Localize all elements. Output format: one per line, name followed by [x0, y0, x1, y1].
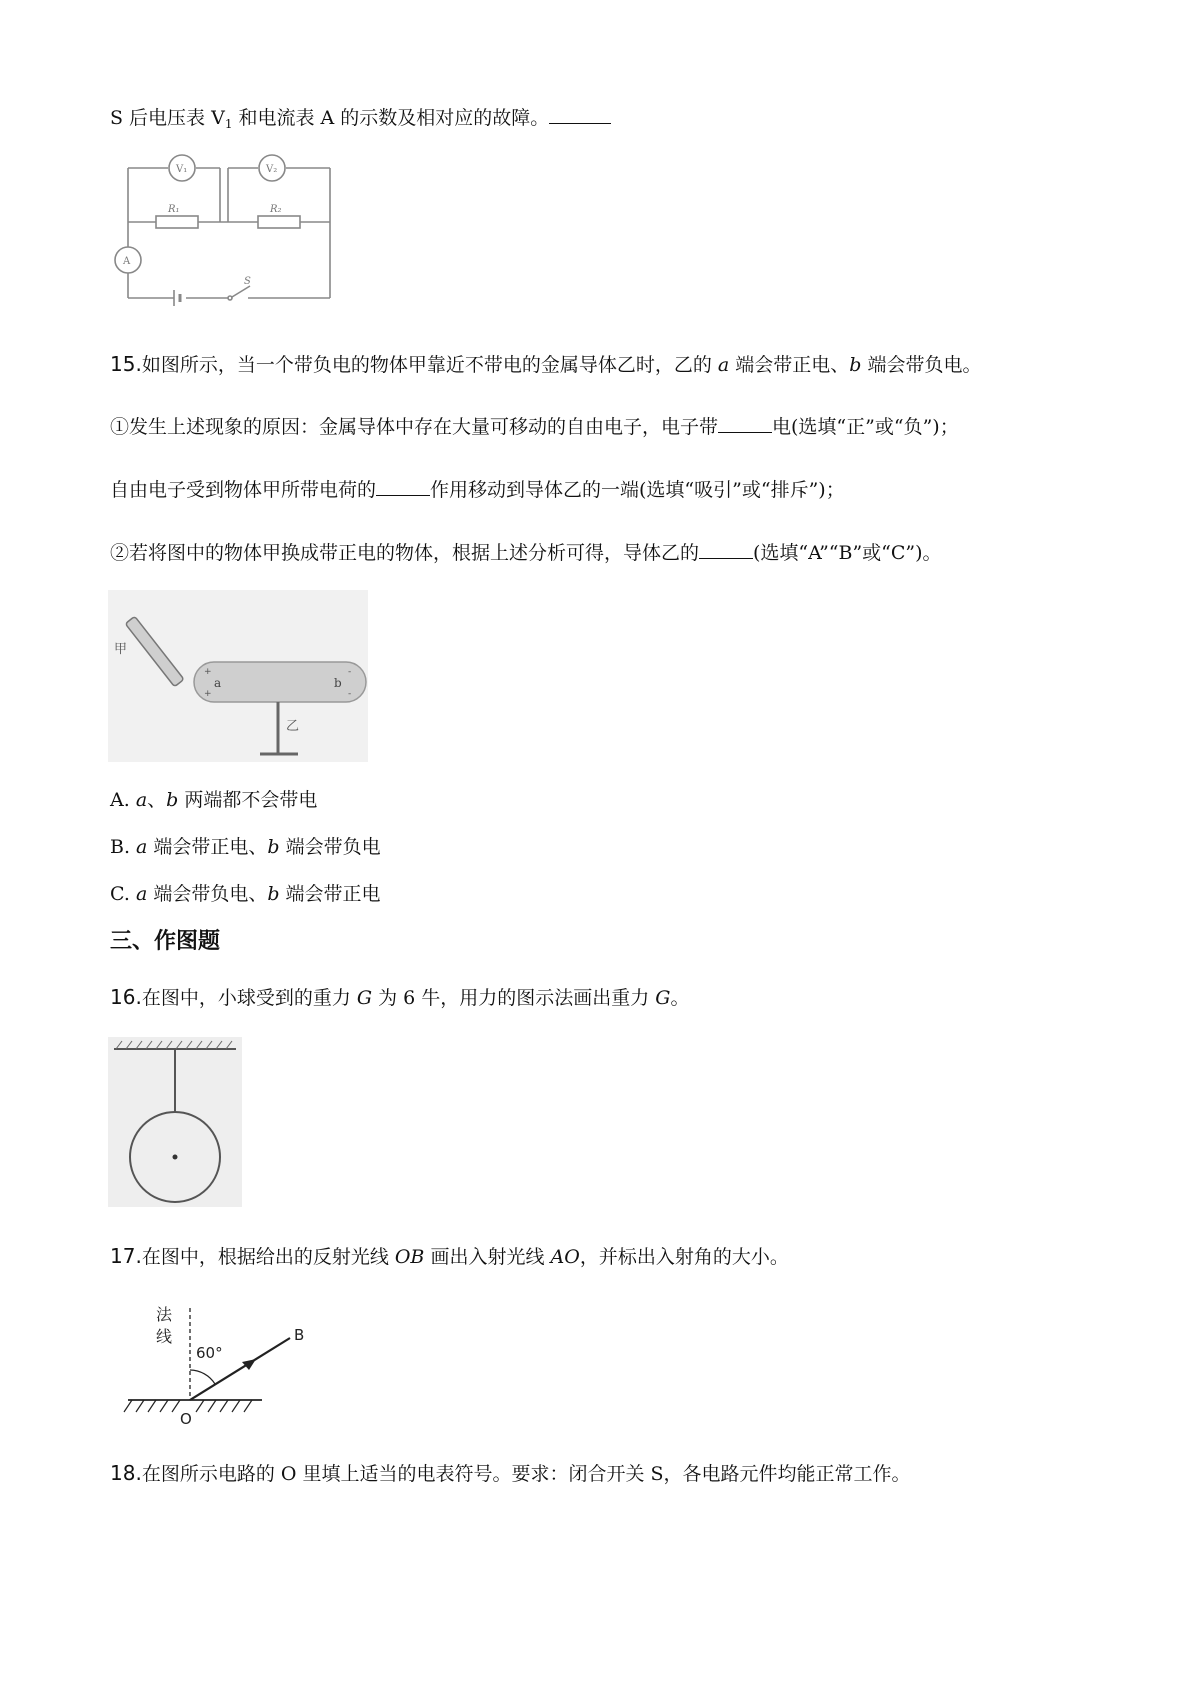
svg-text:+: + — [204, 667, 212, 677]
answer-blank — [376, 477, 430, 496]
q14-tail-text: S 后电压表 $V_1$ 和电流表 A 的示数及相对应的故障。 — [110, 104, 611, 138]
answer-blank — [549, 105, 611, 124]
q15-line1: ①发生上述现象的原因：金属导体中存在大量可移动的自由电子，电子带 电(选填“正”或“负”)； — [110, 416, 959, 438]
q17-stem: 17.在图中，根据给出的反射光线 OB 画出入射光线 AO，并标出入射角的大小。 — [110, 1244, 789, 1268]
answer-blank — [699, 540, 753, 559]
yi-label: 乙 — [286, 719, 300, 734]
normal-label-2: 线 — [156, 1327, 173, 1346]
svg-text:-: - — [348, 689, 352, 699]
q16-stem: 16.在图中，小球受到的重力 G 为 6 牛，用力的图示法画出重力 G。 — [110, 985, 690, 1009]
circuit-figure-q14 — [108, 150, 338, 314]
end-b-label: b — [334, 676, 342, 690]
angle-label: 60° — [196, 1344, 223, 1362]
end-a-label: a — [214, 676, 222, 690]
v1-label: V₁ — [176, 164, 188, 175]
q15-stem: 15.如图所示，当一个带负电的物体甲靠近不带电的金属导体乙时，乙的 a 端会带正电、b 端会带负电。 — [110, 352, 982, 376]
svg-text:+: + — [204, 689, 212, 699]
charged-conductor-figure — [108, 590, 368, 762]
v2-label: V₂ — [266, 164, 278, 175]
section-heading: 三、作图题 — [110, 929, 221, 954]
svg-text:-: - — [348, 667, 352, 677]
q15-line2: 自由电子受到物体甲所带电荷的 作用移动到导体乙的一端(选填“吸引”或“排斥”)； — [110, 479, 845, 501]
r1-label: R₁ — [168, 204, 180, 215]
q15-option-c: C. a 端会带负电、b 端会带正电 — [110, 883, 381, 905]
r2-label: R₂ — [270, 204, 282, 215]
point-b-label: B — [294, 1326, 305, 1344]
answer-blank — [718, 414, 772, 433]
q15-line3: ②若将图中的物体甲换成带正电的物体，根据上述分析可得，导体乙的 (选填“A”“B”或“C”)。 — [110, 542, 942, 564]
q15-option-b: B. a 端会带正电、b 端会带负电 — [110, 836, 381, 858]
jia-label: 甲 — [114, 642, 128, 657]
point-o-label: O — [180, 1410, 192, 1428]
reflection-figure — [122, 1290, 312, 1430]
hanging-ball-figure — [108, 1037, 242, 1207]
ammeter-label: A — [123, 256, 131, 267]
q18-stem: 18.在图所示电路的 O 里填上适当的电表符号。要求：闭合开关 S，各电路元件均能正常工作。 — [110, 1461, 911, 1485]
q15-option-a: A. a、b 两端都不会带电 — [110, 789, 318, 811]
switch-label: S — [244, 276, 251, 287]
normal-label-1: 法 — [156, 1305, 173, 1324]
